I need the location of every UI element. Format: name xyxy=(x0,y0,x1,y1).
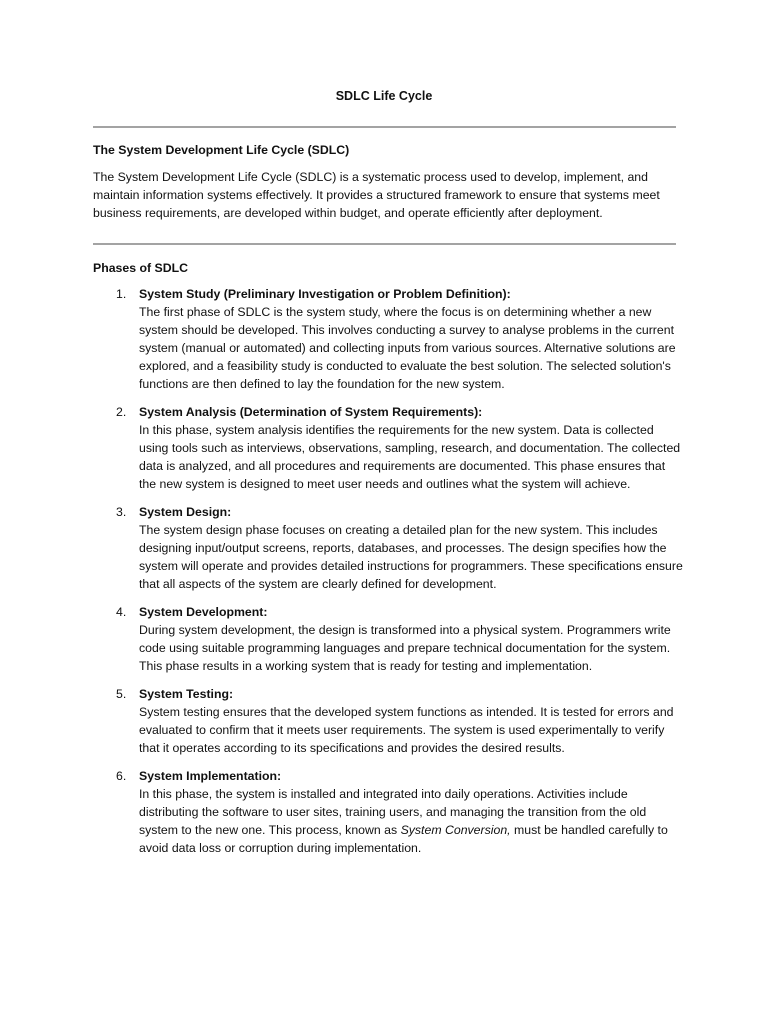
phase-item-system-implementation xyxy=(93,767,683,857)
phase-description: System testing ensures that the developed system functions as intended. It is tested for errors and evaluated to confirm that it meets user requirements. The system is used experimentally to verify that it operates according to its specifications and provides the desired results. xyxy=(139,705,674,755)
phase-description xyxy=(139,785,683,857)
phase-description: The system design phase focuses on creating a detailed plan for the new system. This includes designing input/output screens, reports, databases, and processes. The design specifies how the system will operate and provides detailed instructions for programmers. These specifications ensure that all aspects of the system are clearly defined for development. xyxy=(139,523,683,591)
horizontal-divider xyxy=(93,126,676,128)
phase-description-emphasis: System Conversion, xyxy=(400,823,511,837)
phases-heading: Phases of SDLC xyxy=(93,261,188,275)
phase-description: The first phase of SDLC is the system study, where the focus is on determining whether a new system should be developed. This involves conducting a survey to analyse problems in the current system (manual or automated) and collecting inputs from various sources. Alternative solutions are explored, and a feasibility study is conducted to evaluate the best solution. The selected solution's functions are then defined to lay the foundation for the new system. xyxy=(139,305,676,391)
phase-title: System Testing: xyxy=(139,687,234,701)
intro-heading: The System Development Life Cycle (SDLC) xyxy=(93,143,350,157)
phase-item-system-analysis xyxy=(93,403,683,493)
phase-description-text: must be handled carefully to avoid data loss or corruption during implementation. xyxy=(139,823,668,855)
phase-title: System Analysis (Determination of System Requirements): xyxy=(139,405,483,419)
phase-description-text: In this phase, the system is installed and integrated into daily operations. Activities include distributing the software to user sites, training users, and managing the transition from the old system to the new one. This process, known as xyxy=(139,787,647,837)
phase-number: 4. xyxy=(116,605,127,619)
intro-paragraph: The System Development Life Cycle (SDLC) is a systematic process used to develop, implement, and maintain information systems effectively. It provides a structured framework to ensure that systems meet business requirements, are developed within budget, and operate efficiently after deployment. xyxy=(93,170,660,220)
phase-title: System Development: xyxy=(139,605,268,619)
phase-item-system-design xyxy=(93,503,683,593)
horizontal-divider xyxy=(93,243,676,245)
phase-title: System Study (Preliminary Investigation or Problem Definition): xyxy=(139,287,511,301)
phase-number: 3. xyxy=(116,505,127,519)
phase-number: 6. xyxy=(116,769,127,783)
phases-list xyxy=(93,285,683,867)
phase-item-system-testing xyxy=(93,685,683,757)
phase-number: 2. xyxy=(116,405,127,419)
document-title: SDLC Life Cycle xyxy=(335,89,433,103)
phase-item-system-study xyxy=(93,285,683,393)
phase-number: 1. xyxy=(116,287,127,301)
phase-description: In this phase, system analysis identifies the requirements for the new system. Data is collected using tools such as interviews, observations, sampling, research, and documentation. The collected data is analyzed, and all procedures and requirements are documented. This phase ensures that the new system is designed to meet user needs and outlines what the system will achieve. xyxy=(139,423,681,491)
phase-item-system-development xyxy=(93,603,683,675)
phase-title: System Design: xyxy=(139,505,232,519)
phase-number: 5. xyxy=(116,687,127,701)
phase-title: System Implementation: xyxy=(139,769,282,783)
phase-description: During system development, the design is transformed into a physical system. Programmers write code using suitable programming languages and prepare technical documentation for the system. This phase results in a working system that is ready for testing and implementation. xyxy=(139,623,671,673)
